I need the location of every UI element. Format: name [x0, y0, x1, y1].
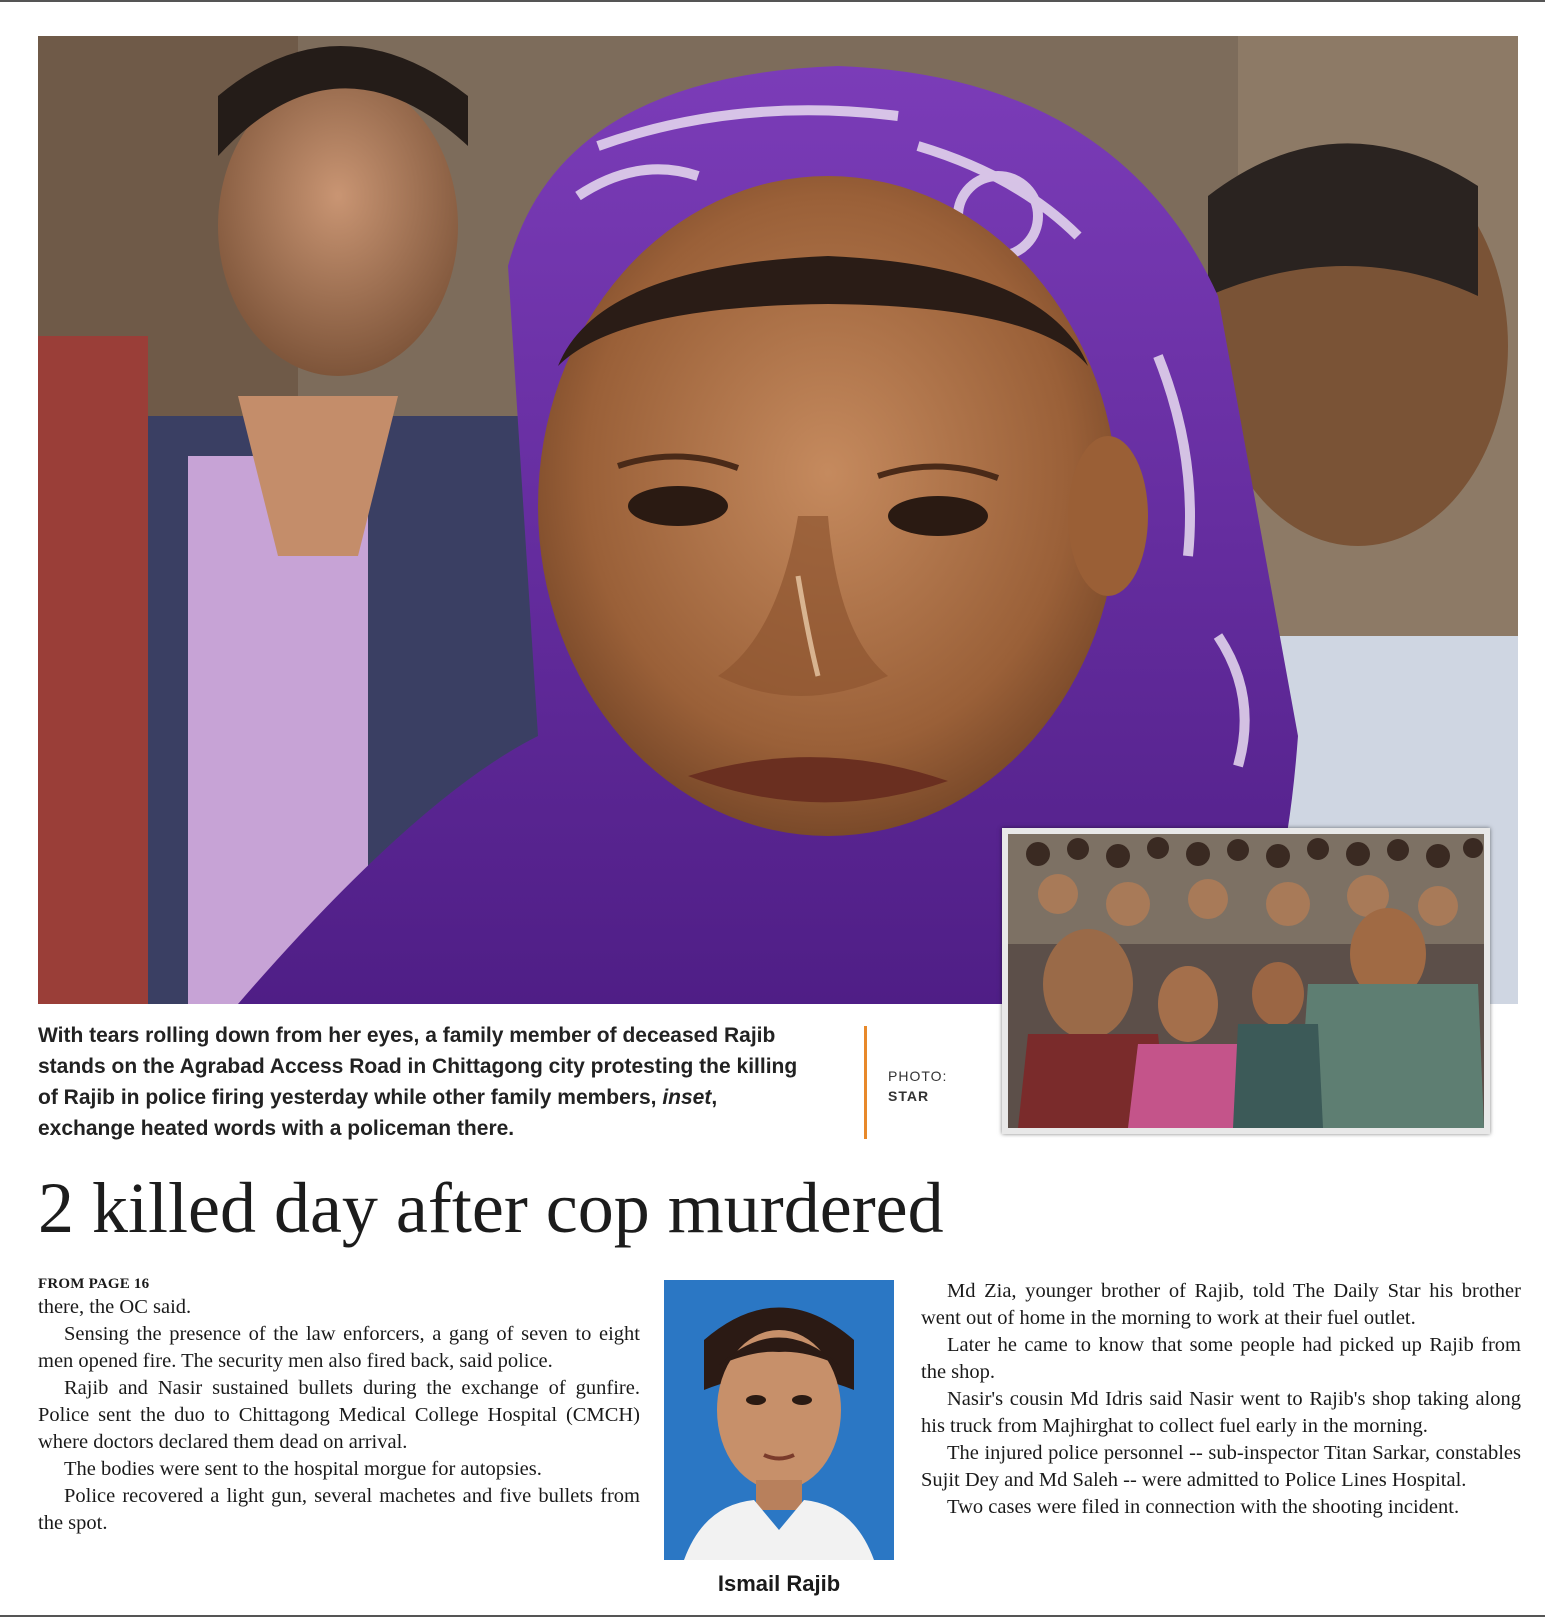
- article-paragraph: Sensing the presence of the law enforcers, a gang of seven to eight men opened fire. The security men also fired back, said police.: [38, 1323, 640, 1372]
- portrait-illustration: [664, 1280, 894, 1560]
- article-paragraph: Police recovered a light gun, several machetes and five bullets from the spot.: [38, 1485, 640, 1534]
- bottom-rule: [0, 1615, 1545, 1617]
- inset-photo-frame: [1002, 828, 1490, 1134]
- article-column-left: [38, 1274, 640, 1537]
- article-column-right: [921, 1278, 1521, 1521]
- article-paragraph: there, the OC said.: [38, 1296, 192, 1318]
- portrait-photo: [664, 1280, 894, 1560]
- photo-credit-name: STAR: [888, 1088, 930, 1104]
- from-page-label: FROM PAGE 16: [38, 1276, 150, 1292]
- caption-accent-bar: [864, 1026, 867, 1139]
- article-paragraph: Rajib and Nasir sustained bullets during the exchange of gunfire. Police sent the duo to Chittagong Medical College Hospital (CMCH) where doctors declared them dead on arrival.: [38, 1377, 640, 1453]
- photo-credit-label: PHOTO:: [888, 1068, 948, 1084]
- caption-text-end: , exchange heated words with a policeman there.: [38, 1086, 718, 1140]
- portrait-caption: Ismail Rajib: [717, 1571, 841, 1596]
- article-paragraph: Md Zia, younger brother of Rajib, told The Daily Star his brother went out of home in the morning to work at their fuel outlet.: [921, 1280, 1521, 1329]
- headline: 2 killed day after cop murdered: [38, 1168, 944, 1248]
- top-rule: [0, 0, 1545, 2]
- article-paragraph: The injured police personnel -- sub-inspector Titan Sarkar, constables Sujit Dey and Md Saleh -- were admitted to Police Lines Hospital.: [921, 1442, 1521, 1491]
- inset-crowd-illustration: [1008, 834, 1484, 1128]
- photo-caption: [38, 1020, 818, 1144]
- article-paragraph: Later he came to know that some people had picked up Rajib from the shop.: [921, 1334, 1521, 1383]
- article-paragraph: Nasir's cousin Md Idris said Nasir went to Rajib's shop taking along his truck from Majhirghat to collect fuel early in the morning.: [921, 1388, 1521, 1437]
- inset-photograph: [1008, 834, 1484, 1128]
- photo-credit: [888, 1066, 947, 1106]
- article-paragraph: The bodies were sent to the hospital morgue for autopsies.: [64, 1458, 542, 1480]
- caption-text-main: With tears rolling down from her eyes, a family member of deceased Rajib stands on the Agrabad Access Road in Chittagong city protesting the killing of Rajib in police firing yesterday while other family members,: [38, 1024, 798, 1109]
- caption-inset-word: inset: [662, 1086, 712, 1109]
- article-paragraph: Two cases were filed in connection with the shooting incident.: [947, 1496, 1460, 1518]
